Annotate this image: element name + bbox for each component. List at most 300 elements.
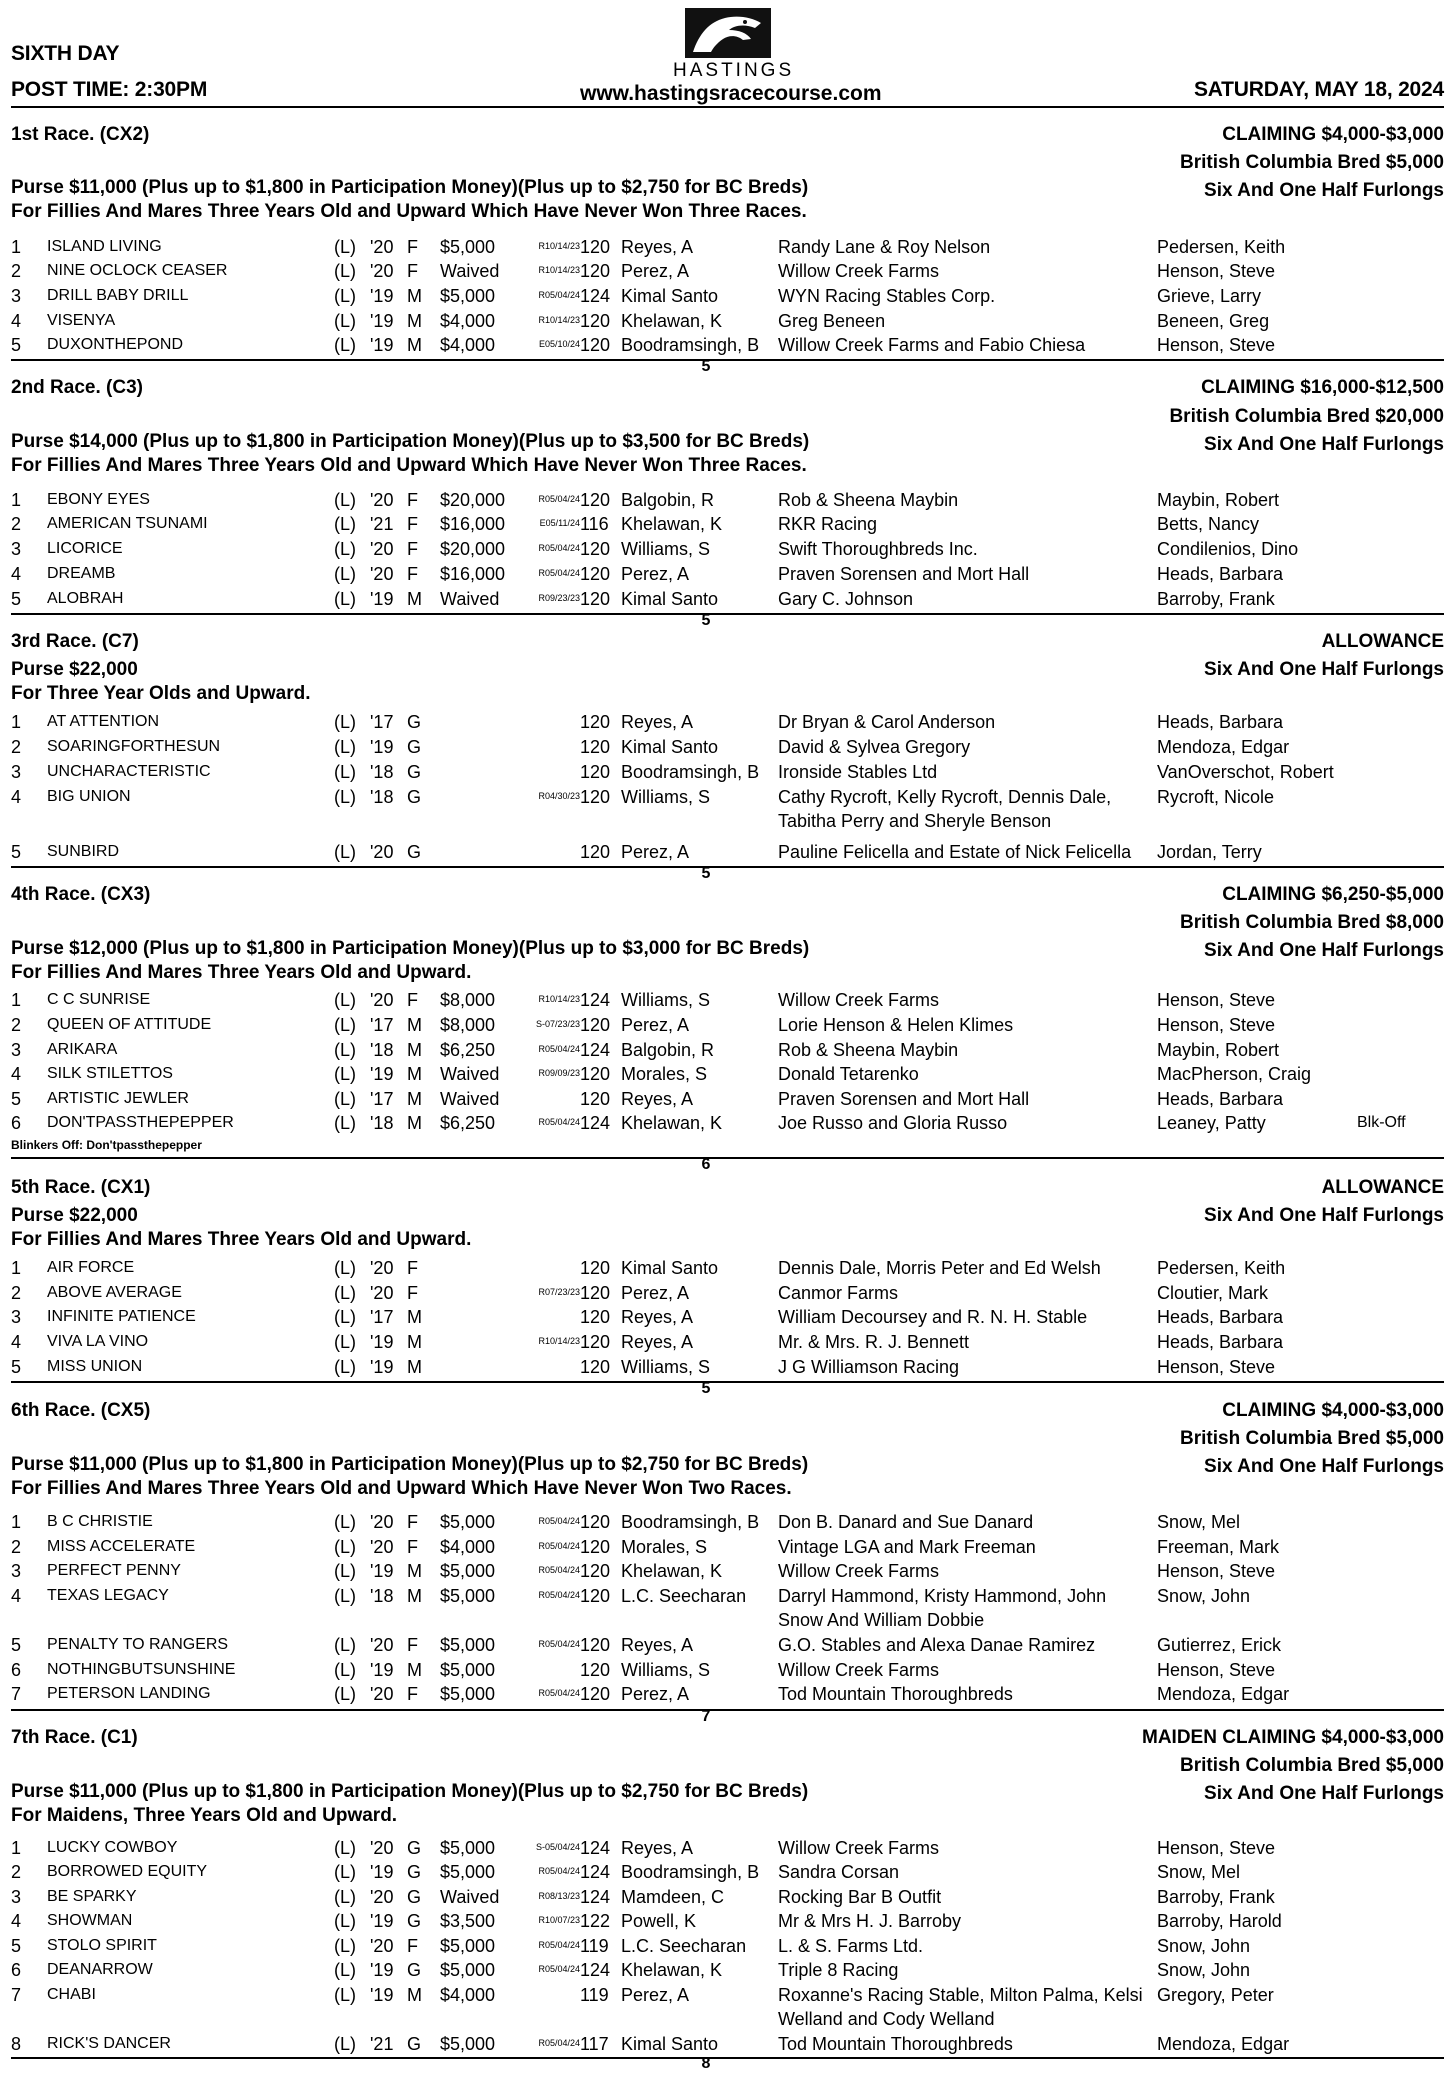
jockey: Kimal Santo [621,589,719,609]
jockey: Williams, S [621,1660,710,1680]
race-title: 1st Race. (CX2) [11,124,150,145]
medication: (L) [334,712,356,732]
jockey: Reyes, A [621,1332,694,1352]
sex: M [407,589,422,609]
weight: 124 [580,1838,611,1858]
medication: (L) [334,842,356,862]
horse-name: AIR FORCE [47,1259,135,1276]
owner: J G Williamson Racing [778,1357,960,1377]
post-position: 3 [11,286,22,306]
trainer: Heads, Barbara [1157,1307,1284,1327]
sex: M [407,335,422,355]
owner: Willow Creek Farms [778,261,940,281]
race-condition-right: Six And One Half Furlongs [1204,1783,1444,1804]
post-position: 1 [11,990,22,1010]
trainer: Maybin, Robert [1157,490,1280,510]
weight: 120 [580,1015,611,1035]
medication: (L) [334,1113,356,1133]
race-title: 5th Race. (CX1) [11,1177,151,1198]
claim-price: $5,000 [440,286,496,306]
trainer: Jordan, Terry [1157,842,1262,862]
weight: 120 [580,1357,611,1377]
trainer: Snow, John [1157,1960,1251,1980]
owner: Mr. & Mrs. R. J. Bennett [778,1332,970,1352]
foal-year: '20 [370,1838,394,1858]
post-position: 4 [11,564,22,584]
weight: 119 [580,1936,609,1956]
weight: 120 [580,539,611,559]
medication: (L) [334,1660,356,1680]
race-eligibility: For Fillies And Mares Three Years Old and Upward. [11,962,472,983]
last-race-date: R05/04/24 [538,2038,580,2048]
claim-price: $8,000 [440,990,496,1010]
website-link[interactable]: www.hastingsracecourse.com [580,82,882,105]
medication: (L) [334,514,356,534]
medication: (L) [334,539,356,559]
owner: RKR Racing [778,514,878,534]
last-race-date: R05/04/24 [538,543,580,553]
sex: F [407,1635,418,1655]
race-purse: Purse $22,000 [11,659,138,680]
race-eligibility: For Fillies And Mares Three Years Old and Upward Which Have Never Won Two Races. [11,1478,792,1499]
post-position: 3 [11,762,22,782]
trainer: Henson, Steve [1157,335,1276,355]
weight: 124 [580,286,611,306]
sex: M [407,1113,422,1133]
sex: M [407,1660,422,1680]
foal-year: '19 [370,1660,394,1680]
claim-price: $6,250 [440,1040,496,1060]
trainer: Pedersen, Keith [1157,1258,1286,1278]
medication: (L) [334,1561,356,1581]
weight: 120 [580,1283,611,1303]
jockey: Morales, S [621,1537,708,1557]
jockey: Khelawan, K [621,1960,723,1980]
jockey: Williams, S [621,787,710,807]
jockey: Reyes, A [621,1307,694,1327]
medication: (L) [334,1911,356,1931]
foal-year: '20 [370,1887,394,1907]
owner: Roxanne's Racing Stable, Milton Palma, Kelsi [778,1985,1143,2005]
weight: 124 [580,1113,611,1133]
horse-name: B C CHRISTIE [47,1513,153,1530]
horse-name: ABOVE AVERAGE [47,1284,182,1301]
trainer: Cloutier, Mark [1157,1283,1269,1303]
weight: 120 [580,237,611,257]
trainer: Barroby, Harold [1157,1911,1282,1931]
trainer: Mendoza, Edgar [1157,737,1290,757]
post-position: 6 [11,1660,22,1680]
brand-name: HASTINGS [673,60,795,81]
last-race-date: R05/04/24 [538,290,580,300]
sex: M [407,1015,422,1035]
foal-year: '20 [370,1258,394,1278]
post-position: 3 [11,1887,22,1907]
jockey: Reyes, A [621,1089,694,1109]
horse-name: SOARINGFORTHESUN [47,738,221,755]
post-position: 5 [11,1357,22,1377]
post-position: 1 [11,1512,22,1532]
trainer: Snow, John [1157,1586,1251,1606]
trainer: Leaney, Patty [1157,1113,1266,1133]
claim-price: $5,000 [440,1684,496,1704]
owner: Snow And William Dobbie [778,1610,985,1630]
last-race-date: R05/04/24 [538,1688,580,1698]
foal-year: '17 [370,1089,394,1109]
equipment-note: Blk-Off [1357,1114,1406,1131]
claim-price: Waived [440,1064,500,1084]
medication: (L) [334,1040,356,1060]
medication: (L) [334,237,356,257]
owner: Donald Tetarenko [778,1064,919,1084]
owner: Greg Beneen [778,311,886,331]
horse-name: BORROWED EQUITY [47,1863,208,1880]
post-position: 5 [11,589,22,609]
last-race-date: S-07/23/23 [535,1019,580,1029]
trainer: Henson, Steve [1157,1357,1276,1377]
sex: F [407,237,418,257]
race-divider [11,613,1444,615]
post-position: 1 [11,490,22,510]
owner: Joe Russo and Gloria Russo [778,1113,1008,1133]
jockey: Boodramsingh, B [621,1862,760,1882]
owner: Praven Sorensen and Mort Hall [778,1089,1030,1109]
owner: Tabitha Perry and Sheryle Benson [778,811,1052,831]
foal-year: '19 [370,335,394,355]
race-condition-right: British Columbia Bred $5,000 [1180,1755,1444,1776]
medication: (L) [334,1537,356,1557]
medication: (L) [334,1258,356,1278]
foal-year: '20 [370,237,394,257]
horse-name: VISENYA [47,312,116,329]
race-purse: Purse $11,000 (Plus up to $1,800 in Participation Money)(Plus up to $2,750 for BC Breds) [11,1454,809,1475]
claim-price: $5,000 [440,1660,496,1680]
jockey: L.C. Seecharan [621,1936,747,1956]
horse-name: SUNBIRD [47,843,120,860]
sex: M [407,1064,422,1084]
foal-year: '20 [370,564,394,584]
weight: 120 [580,1684,611,1704]
sex: G [407,1862,422,1882]
race-condition-right: Six And One Half Furlongs [1204,180,1444,201]
owner: Triple 8 Racing [778,1960,899,1980]
post-position: 1 [11,712,22,732]
post-position: 3 [11,1307,22,1327]
owner: L. & S. Farms Ltd. [778,1936,924,1956]
sex: G [407,1838,422,1858]
jockey: L.C. Seecharan [621,1586,747,1606]
weight: 120 [580,1089,611,1109]
medication: (L) [334,1635,356,1655]
medication: (L) [334,261,356,281]
owner: Welland and Cody Welland [778,2009,995,2029]
medication: (L) [334,1684,356,1704]
last-race-date: R10/14/23 [538,1336,580,1346]
race-condition-right: ALLOWANCE [1321,631,1444,652]
post-position: 2 [11,737,22,757]
post-position: 5 [11,842,22,862]
last-race-date: R05/04/24 [538,1590,580,1600]
post-position: 3 [11,1040,22,1060]
race-eligibility: For Fillies And Mares Three Years Old and Upward Which Have Never Won Three Races. [11,455,807,476]
last-race-date: R10/14/23 [538,241,580,251]
post-position: 7 [11,1985,22,2005]
weight: 124 [580,990,611,1010]
race-eligibility: For Three Year Olds and Upward. [11,683,311,704]
foal-year: '18 [370,1586,394,1606]
owner: William Decoursey and R. N. H. Stable [778,1307,1088,1327]
medication: (L) [334,1357,356,1377]
medication: (L) [334,589,356,609]
owner: Canmor Farms [778,1283,899,1303]
trainer: Snow, Mel [1157,1512,1241,1532]
trainer: Grieve, Larry [1157,286,1262,306]
last-race-date: R05/04/24 [538,1964,580,1974]
post-position: 7 [11,1684,22,1704]
post-position: 2 [11,1283,22,1303]
owner: Randy Lane & Roy Nelson [778,237,991,257]
horse-name: DON'TPASSTHEPEPPER [47,1114,234,1131]
medication: (L) [334,1936,356,1956]
sex: G [407,737,422,757]
horse-name: ARIKARA [47,1041,118,1058]
claim-price: $5,000 [440,2034,496,2054]
race-condition-right: British Columbia Bred $5,000 [1180,152,1444,173]
last-race-date: R05/04/24 [538,1565,580,1575]
medication: (L) [334,286,356,306]
race-condition-right: ALLOWANCE [1321,1177,1444,1198]
horse-name: BIG UNION [47,788,131,805]
foal-year: '20 [370,1936,394,1956]
jockey: Boodramsingh, B [621,762,760,782]
weight: 120 [580,1635,611,1655]
jockey: Khelawan, K [621,311,723,331]
horse-name: AT ATTENTION [47,713,160,730]
weight: 119 [580,1985,609,2005]
sex: G [407,712,422,732]
entry-count: 6 [701,1156,711,1173]
post-position: 2 [11,1862,22,1882]
horse-name: DUXONTHEPOND [47,336,184,353]
claim-price: $4,000 [440,1985,496,2005]
weight: 124 [580,1862,611,1882]
jockey: Balgobin, R [621,490,715,510]
horse-name: DREAMB [47,565,116,582]
trainer: Henson, Steve [1157,1838,1276,1858]
foal-year: '17 [370,1015,394,1035]
foal-year: '17 [370,712,394,732]
race-condition-right: CLAIMING $4,000-$3,000 [1222,124,1444,145]
sex: M [407,1561,422,1581]
horse-name: C C SUNRISE [47,991,151,1008]
post-position: 2 [11,514,22,534]
trainer: VanOverschot, Robert [1157,762,1334,782]
weight: 124 [580,1887,611,1907]
race-eligibility: For Maidens, Three Years Old and Upward. [11,1805,398,1826]
medication: (L) [334,490,356,510]
weight: 120 [580,1307,611,1327]
foal-year: '20 [370,990,394,1010]
owner: Lorie Henson & Helen Klimes [778,1015,1014,1035]
claim-price: $4,000 [440,311,496,331]
owner: Darryl Hammond, Kristy Hammond, John [778,1586,1107,1606]
weight: 120 [580,1537,611,1557]
trainer: Snow, John [1157,1936,1251,1956]
trainer: Beneen, Greg [1157,311,1270,331]
sex: F [407,1537,418,1557]
claim-price: $5,000 [440,237,496,257]
horse-name: LUCKY COWBOY [47,1839,178,1856]
entry-count: 5 [701,865,711,882]
jockey: Kimal Santo [621,737,719,757]
owner: Swift Thoroughbreds Inc. [778,539,978,559]
sex: G [407,2034,422,2054]
sex: G [407,842,422,862]
horse-name: PETERSON LANDING [47,1685,211,1702]
jockey: Kimal Santo [621,1258,719,1278]
sex: F [407,1283,418,1303]
post-time: POST TIME: 2:30PM [11,78,208,101]
jockey: Boodramsingh, B [621,335,760,355]
jockey: Reyes, A [621,237,694,257]
claim-price: $5,000 [440,1635,496,1655]
trainer: Pedersen, Keith [1157,237,1286,257]
medication: (L) [334,335,356,355]
jockey: Powell, K [621,1911,697,1931]
post-position: 4 [11,1911,22,1931]
medication: (L) [334,1015,356,1035]
jockey: Perez, A [621,1684,690,1704]
post-position: 5 [11,1936,22,1956]
medication: (L) [334,1960,356,1980]
foal-year: '20 [370,490,394,510]
post-position: 5 [11,1089,22,1109]
last-race-date: S-05/04/24 [535,1842,580,1852]
sex: M [407,1307,422,1327]
owner: Willow Creek Farms [778,1838,940,1858]
horse-name: SILK STILETTOS [47,1065,173,1082]
race-eligibility: For Fillies And Mares Three Years Old and Upward. [11,1229,472,1250]
post-position: 4 [11,1064,22,1084]
race-title: 3rd Race. (C7) [11,631,139,652]
jockey: Perez, A [621,1985,690,2005]
race-purse: Purse $14,000 (Plus up to $1,800 in Participation Money)(Plus up to $3,500 for BC Breds) [11,431,810,452]
sex: F [407,990,418,1010]
horse-name: TEXAS LEGACY [47,1587,169,1604]
post-position: 4 [11,787,22,807]
owner: Sandra Corsan [778,1862,900,1882]
medication: (L) [334,1089,356,1109]
weight: 120 [580,762,611,782]
foal-year: '19 [370,311,394,331]
claim-price: Waived [440,589,500,609]
trainer: Freeman, Mark [1157,1537,1280,1557]
post-position: 3 [11,1561,22,1581]
trainer: Heads, Barbara [1157,1089,1284,1109]
jockey: Reyes, A [621,1635,694,1655]
sex: M [407,1332,422,1352]
race-purse: Purse $22,000 [11,1205,138,1226]
owner: Rob & Sheena Maybin [778,1040,959,1060]
medication: (L) [334,1586,356,1606]
owner: WYN Racing Stables Corp. [778,286,996,306]
claim-price: $4,000 [440,335,496,355]
weight: 120 [580,712,611,732]
sex: F [407,514,418,534]
sex: G [407,762,422,782]
last-race-date: E05/11/24 [539,518,580,528]
jockey: Perez, A [621,564,690,584]
trainer: Heads, Barbara [1157,564,1284,584]
owner: Tod Mountain Thoroughbreds [778,1684,1013,1704]
claim-price: $3,500 [440,1911,496,1931]
medication: (L) [334,1307,356,1327]
medication: (L) [334,1512,356,1532]
post-position: 5 [11,1635,22,1655]
horse-head-logo-icon [685,8,771,58]
foal-year: '19 [370,286,394,306]
horse-name: LICORICE [47,540,123,557]
horse-name: UNCHARACTERISTIC [47,763,211,780]
post-position: 8 [11,2034,22,2054]
sex: G [407,1960,422,1980]
post-position: 2 [11,1015,22,1035]
sex: F [407,490,418,510]
foal-year: '20 [370,539,394,559]
medication: (L) [334,1887,356,1907]
race-condition-right: Six And One Half Furlongs [1204,940,1444,961]
sex: F [407,539,418,559]
foal-year: '19 [370,1985,394,2005]
trainer: Henson, Steve [1157,261,1276,281]
post-position: 3 [11,539,22,559]
post-position: 4 [11,1332,22,1352]
claim-price: $16,000 [440,564,506,584]
race-condition-right: Six And One Half Furlongs [1204,659,1444,680]
horse-name: NOTHINGBUTSUNSHINE [47,1661,236,1678]
horse-name: AMERICAN TSUNAMI [47,515,208,532]
race-divider [11,1157,1444,1159]
weight: 120 [580,842,611,862]
trainer: Barroby, Frank [1157,589,1275,609]
weight: 116 [580,514,609,534]
horse-name: EBONY EYES [47,491,150,508]
medication: (L) [334,2034,356,2054]
foal-year: '17 [370,1307,394,1327]
horse-name: INFINITE PATIENCE [47,1308,196,1325]
race-eligibility: For Fillies And Mares Three Years Old and Upward Which Have Never Won Three Races. [11,201,807,222]
owner: Praven Sorensen and Mort Hall [778,564,1030,584]
owner: Dr Bryan & Carol Anderson [778,712,996,732]
jockey: Khelawan, K [621,1113,723,1133]
jockey: Williams, S [621,1357,710,1377]
horse-name: DRILL BABY DRILL [47,287,189,304]
medication: (L) [334,787,356,807]
foal-year: '20 [370,1635,394,1655]
sex: M [407,311,422,331]
sex: M [407,1985,422,2005]
foal-year: '21 [370,2034,394,2054]
jockey: Khelawan, K [621,514,723,534]
jockey: Williams, S [621,539,710,559]
foal-year: '19 [370,1561,394,1581]
foal-year: '18 [370,762,394,782]
post-position: 2 [11,1537,22,1557]
race-condition-right: British Columbia Bred $20,000 [1169,406,1444,427]
post-position: 1 [11,1838,22,1858]
entry-count: 7 [701,1708,711,1725]
trainer: Gregory, Peter [1157,1985,1274,2005]
